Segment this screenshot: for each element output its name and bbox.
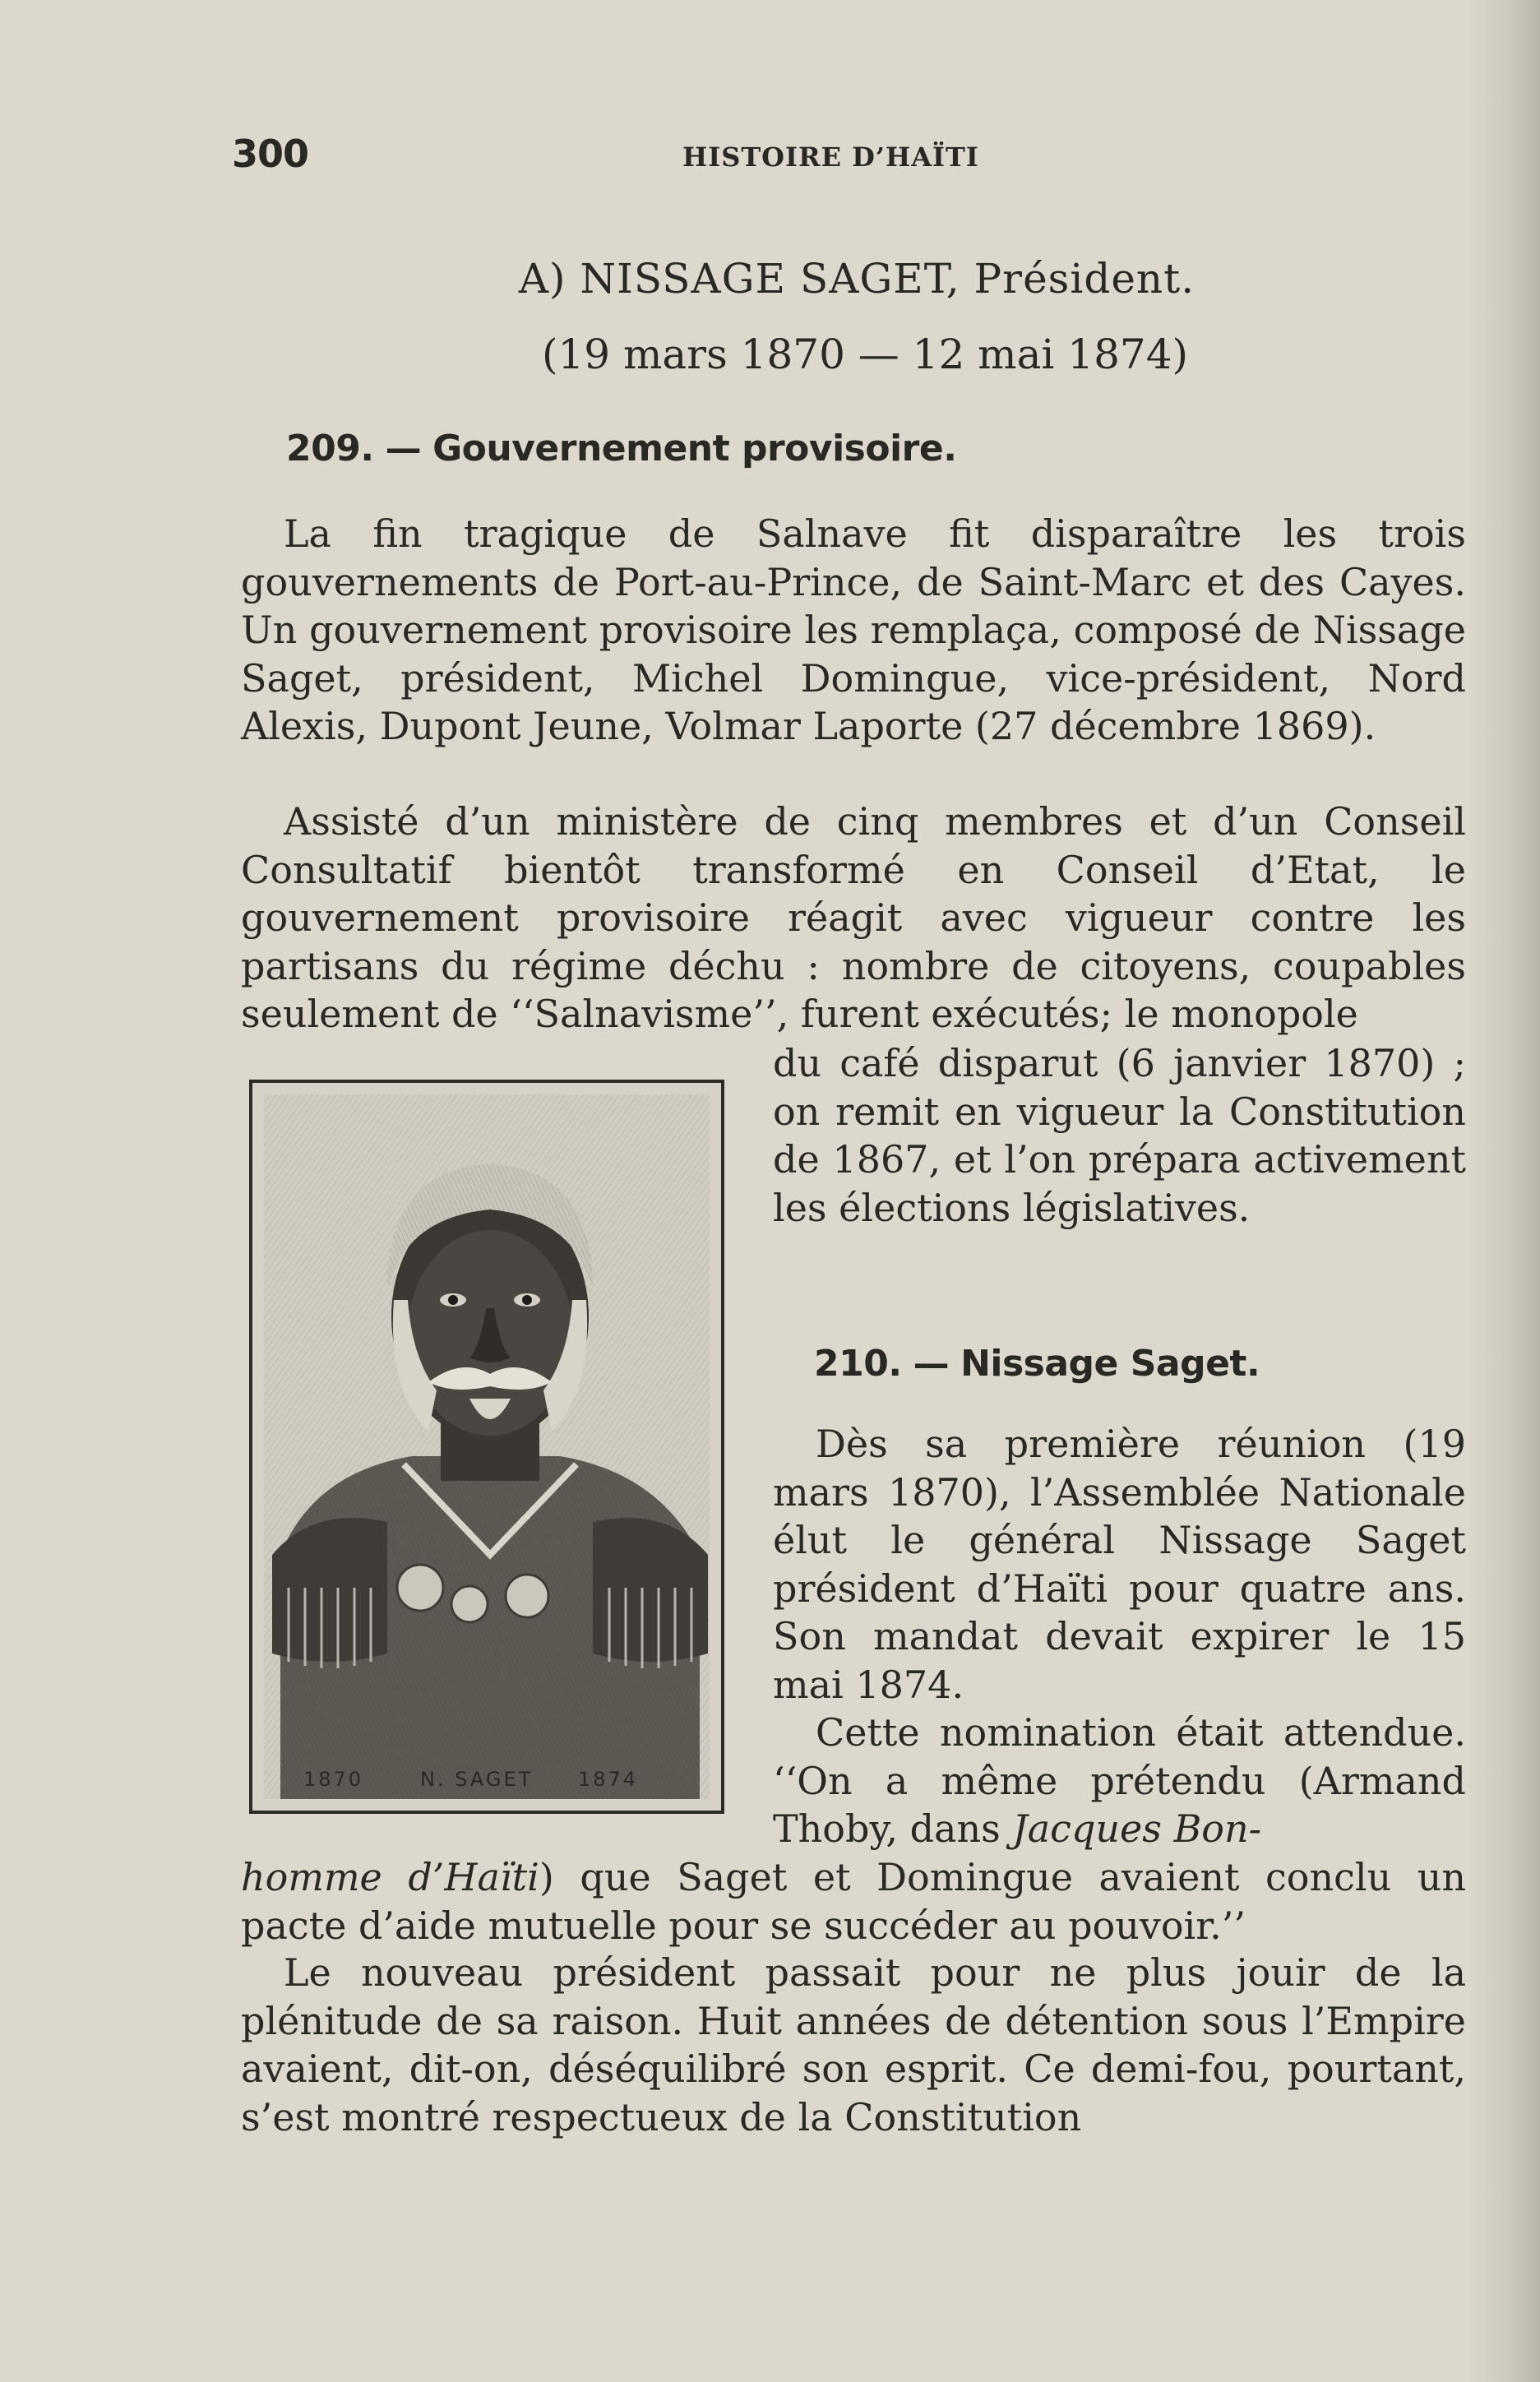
paragraph-3: Dès sa première réunion (19 mars 1870), l’Assemblée Nationale élut le général Nissage Saget président d’Haïti pour quatre ans. Son mandat devait expirer le 15 mai 1874. [773,1422,1466,1707]
paragraph-4-text: Cette nomination était attendue. ‘‘On a même prétendu (Armand Thoby, dans [773,1710,1466,1851]
running-head: HISTOIRE D’HAÏTI [682,141,979,173]
book-title-part-1: Jacques Bon- [1012,1806,1262,1851]
heading-number: 210. [814,1343,902,1385]
paragraph-4-continued [241,1853,1466,1950]
paragraph-4-start [773,1709,1466,1853]
heading-dash: — [385,428,422,469]
heading-209 [286,428,956,469]
paragraph-2: Assisté d’un ministère de cinq membres et d’un Conseil Consultatif bientôt transformé en Conseil d’Etat, le gouvernement provisoire réagit avec vigueur contre les partisans du régime déchu : nombre de citoyens, coupables seulement de ‘‘Salnavisme’’, furent exécutés; le monopole [241,799,1466,1036]
section-title: A) NISSAGE SAGET, Président. [518,255,1195,303]
engraved-portrait-icon [264,1094,710,1799]
page-number: 300 [232,132,309,176]
heading-number: 209. [286,428,374,469]
heading-title: Gouvernement provisoire. [432,428,957,469]
book-title-part-2: homme d’Haïti [241,1855,539,1899]
paragraph-4-end: ) que Saget et Domingue avaient conclu un pacte d’aide mutuelle pour se succéder au pouvoir.’’ [241,1855,1467,1948]
heading-title: Nissage Saget. [960,1343,1260,1385]
heading-dash: — [913,1343,950,1385]
paragraph-2-continued: du café disparut (6 janvier 1870) ; on remit en vigueur la Constitution de 1867, et l’on prépara activement les élections législatives. [773,1041,1466,1230]
paragraph-1: La fin tragique de Salnave fit disparaître les trois gouvernements de Port-au-Prince, de Saint-Marc et des Cayes. Un gouvernement provisoire les remplaça, composé de Nissage Saget, président, Michel Domingue, vice-président, Nord Alexis, Dupont Jeune, Volmar Laporte (27 décembre 1869). [241,511,1466,748]
page-edge-shadow [1466,0,1540,2382]
portrait-caption-end-year: 1874 [578,1768,639,1791]
heading-210 [814,1343,1260,1385]
section-title-block [232,251,1465,382]
portrait-figure [249,1080,724,1814]
section-dates: (19 mars 1870 — 12 mai 1874) [541,331,1189,378]
portrait-caption-name: N. SAGET [420,1768,534,1791]
page-header [232,132,1465,181]
paragraph-5: Le nouveau président passait pour ne plus jouir de la plénitude de sa raison. Huit années de détention sous l’Empire avaient, dit-on, déséquilibré son esprit. Ce demi-fou, pourtant, s’est montré respectueux de la Constitution [241,1950,1466,2139]
portrait-image [264,1094,710,1799]
portrait-caption-start-year: 1870 [303,1768,364,1791]
